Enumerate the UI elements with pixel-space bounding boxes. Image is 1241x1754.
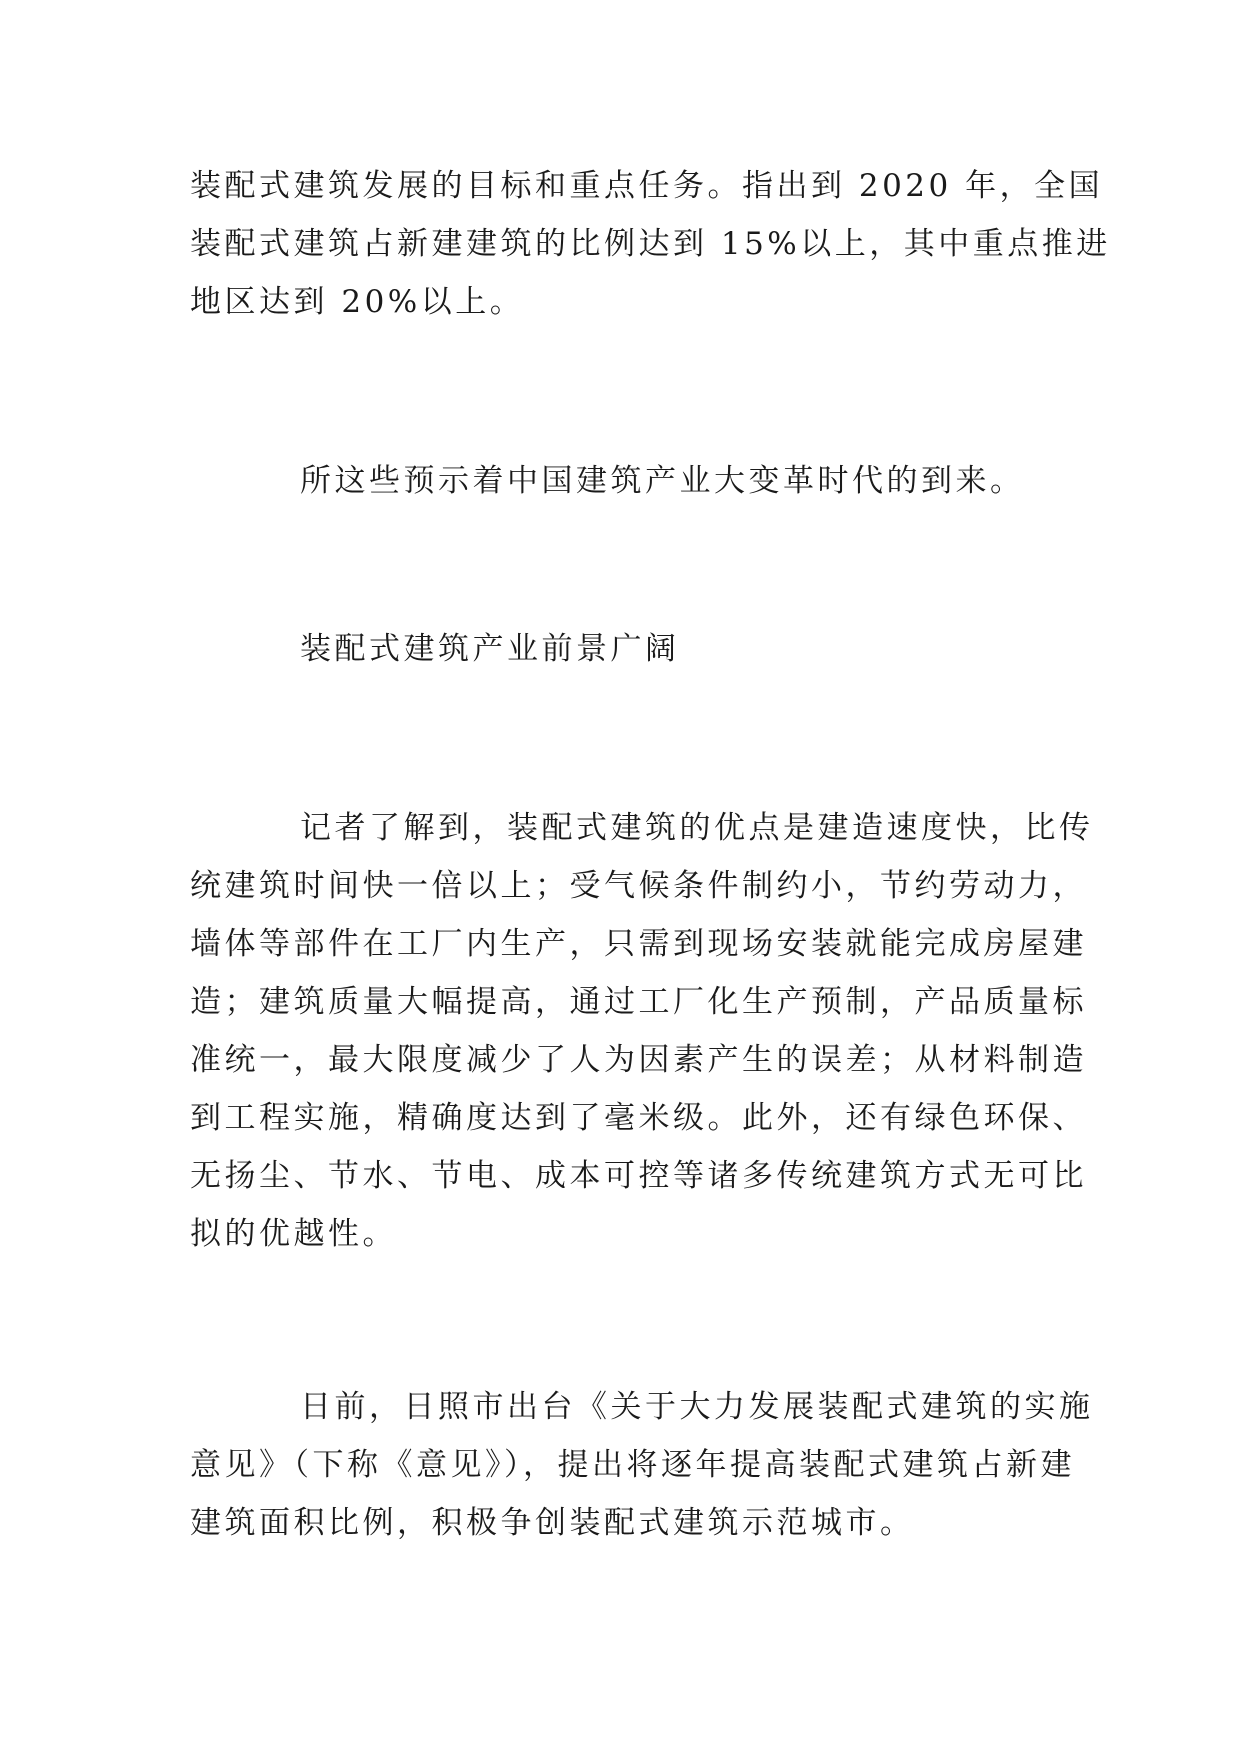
text-line: 建筑面积比例，积极争创装配式建筑示范城市。 [190, 1505, 915, 1541]
paragraph-rizhao-policy [190, 1378, 1094, 1552]
text-line: 地区达到 20%以上。 [190, 284, 525, 320]
heading-text: 装配式建筑产业前景广阔 [300, 631, 680, 667]
text-line: 墙体等部件在工厂内生产，只需到现场安装就能完成房屋建 [190, 926, 1087, 962]
paragraph-advantages [190, 799, 1094, 1263]
text-line: 无扬尘、节水、节电、成本可控等诸多传统建筑方式无可比 [190, 1158, 1087, 1194]
paragraph-era-of-change [190, 452, 1060, 510]
text-line: 造；建筑质量大幅提高，通过工厂化生产预制，产品质量标 [190, 984, 1087, 1020]
text-line: 装配式建筑发展的目标和重点任务。指出到 2020 年，全国 [190, 168, 1104, 204]
text-line: 装配式建筑占新建建筑的比例达到 15%以上，其中重点推进 [190, 226, 1111, 262]
text-line: 准统一，最大限度减少了人为因素产生的误差；从材料制造 [190, 1042, 1087, 1078]
text-line: 记者了解到，装配式建筑的优点是建造速度快，比传 [300, 810, 1094, 846]
text-line: 日前，日照市出台《关于大力发展装配式建筑的实施 [300, 1389, 1094, 1425]
text-line: 统建筑时间快一倍以上；受气候条件制约小，节约劳动力， [190, 868, 1087, 904]
text-line: 所这些预示着中国建筑产业大变革时代的到来。 [300, 463, 1025, 499]
text-line: 意见》（下称《意见》），提出将逐年提高装配式建筑占新建 [190, 1447, 1075, 1483]
section-heading [190, 620, 1060, 678]
paragraph-targets [190, 157, 1111, 331]
text-line: 拟的优越性。 [190, 1216, 397, 1252]
text-line: 到工程实施，精确度达到了毫米级。此外，还有绿色环保、 [190, 1100, 1087, 1136]
